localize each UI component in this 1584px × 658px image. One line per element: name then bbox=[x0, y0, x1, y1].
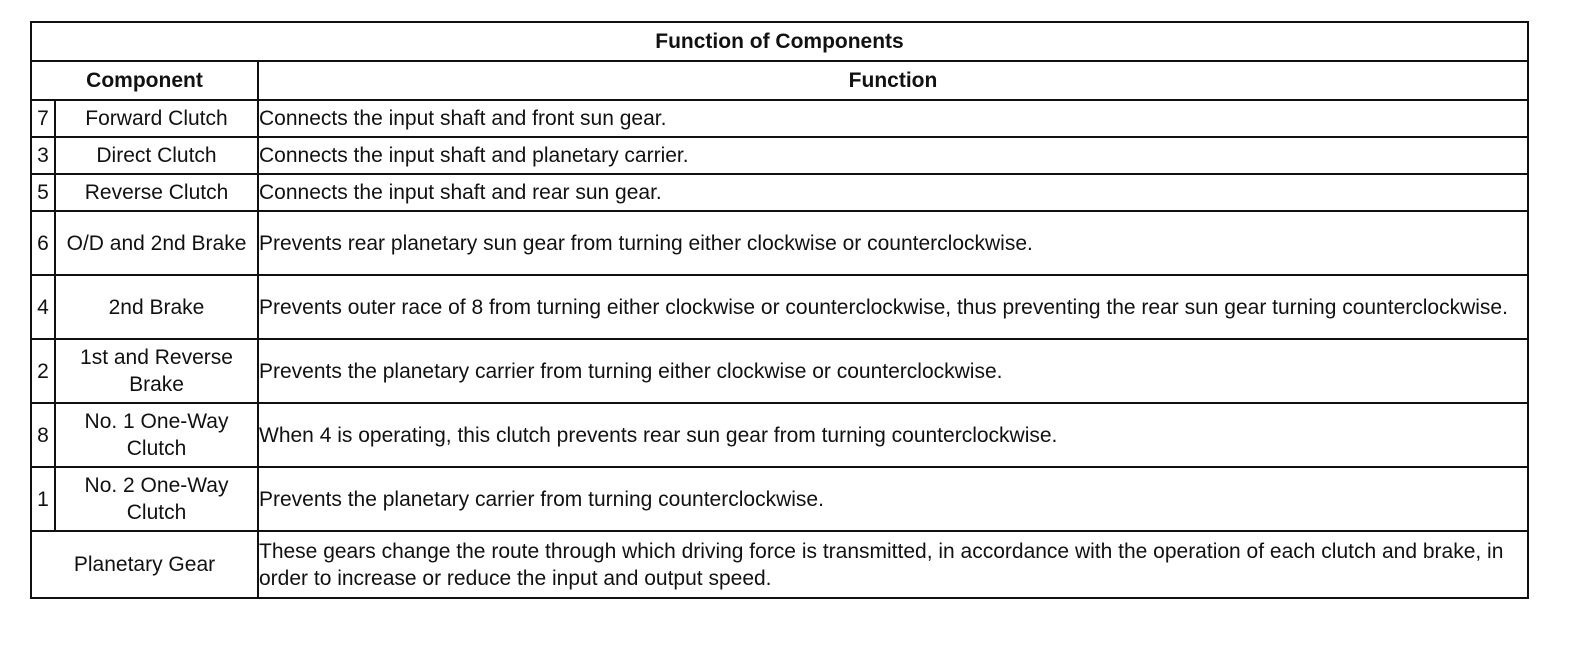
row-function: These gears change the route through which driving force is transmitted, in accordance with the operation of each clutch and brake, in order to increase or reduce the input and output speed. bbox=[258, 531, 1528, 598]
row-number: 6 bbox=[31, 211, 55, 275]
table-title-row bbox=[31, 22, 1528, 61]
row-number: 8 bbox=[31, 403, 55, 467]
row-component: No. 2 One-Way Clutch bbox=[55, 467, 258, 531]
row-component: O/D and 2nd Brake bbox=[55, 211, 258, 275]
table-row bbox=[31, 339, 1528, 403]
header-component: Component bbox=[31, 61, 258, 100]
row-component: Forward Clutch bbox=[55, 100, 258, 137]
row-function: Prevents outer race of 8 from turning either clockwise or counterclockwise, thus preventing the rear sun gear turning counterclockwise. bbox=[258, 275, 1528, 339]
table-row-planetary-gear bbox=[31, 531, 1528, 598]
row-component: 2nd Brake bbox=[55, 275, 258, 339]
table-row bbox=[31, 275, 1528, 339]
row-component: Planetary Gear bbox=[31, 531, 258, 598]
row-component: Reverse Clutch bbox=[55, 174, 258, 211]
row-number: 3 bbox=[31, 137, 55, 174]
table-title: Function of Components bbox=[31, 22, 1528, 61]
row-component: No. 1 One-Way Clutch bbox=[55, 403, 258, 467]
row-number: 4 bbox=[31, 275, 55, 339]
row-function: Connects the input shaft and front sun gear. bbox=[258, 100, 1528, 137]
table-row bbox=[31, 467, 1528, 531]
row-function: When 4 is operating, this clutch prevents rear sun gear from turning counterclockwise. bbox=[258, 403, 1528, 467]
row-function: Prevents the planetary carrier from turning either clockwise or counterclockwise. bbox=[258, 339, 1528, 403]
row-function: Prevents rear planetary sun gear from turning either clockwise or counterclockwise. bbox=[258, 211, 1528, 275]
row-number: 5 bbox=[31, 174, 55, 211]
table-row bbox=[31, 137, 1528, 174]
row-component: Direct Clutch bbox=[55, 137, 258, 174]
row-number: 2 bbox=[31, 339, 55, 403]
row-number: 7 bbox=[31, 100, 55, 137]
table-header-row bbox=[31, 61, 1528, 100]
header-function: Function bbox=[258, 61, 1528, 100]
table-row bbox=[31, 174, 1528, 211]
row-function: Connects the input shaft and rear sun gear. bbox=[258, 174, 1528, 211]
row-number: 1 bbox=[31, 467, 55, 531]
table-row bbox=[31, 403, 1528, 467]
row-function: Prevents the planetary carrier from turning counterclockwise. bbox=[258, 467, 1528, 531]
function-of-components-table bbox=[30, 21, 1529, 599]
row-component: 1st and Reverse Brake bbox=[55, 339, 258, 403]
table-row bbox=[31, 100, 1528, 137]
row-function: Connects the input shaft and planetary carrier. bbox=[258, 137, 1528, 174]
table-row bbox=[31, 211, 1528, 275]
